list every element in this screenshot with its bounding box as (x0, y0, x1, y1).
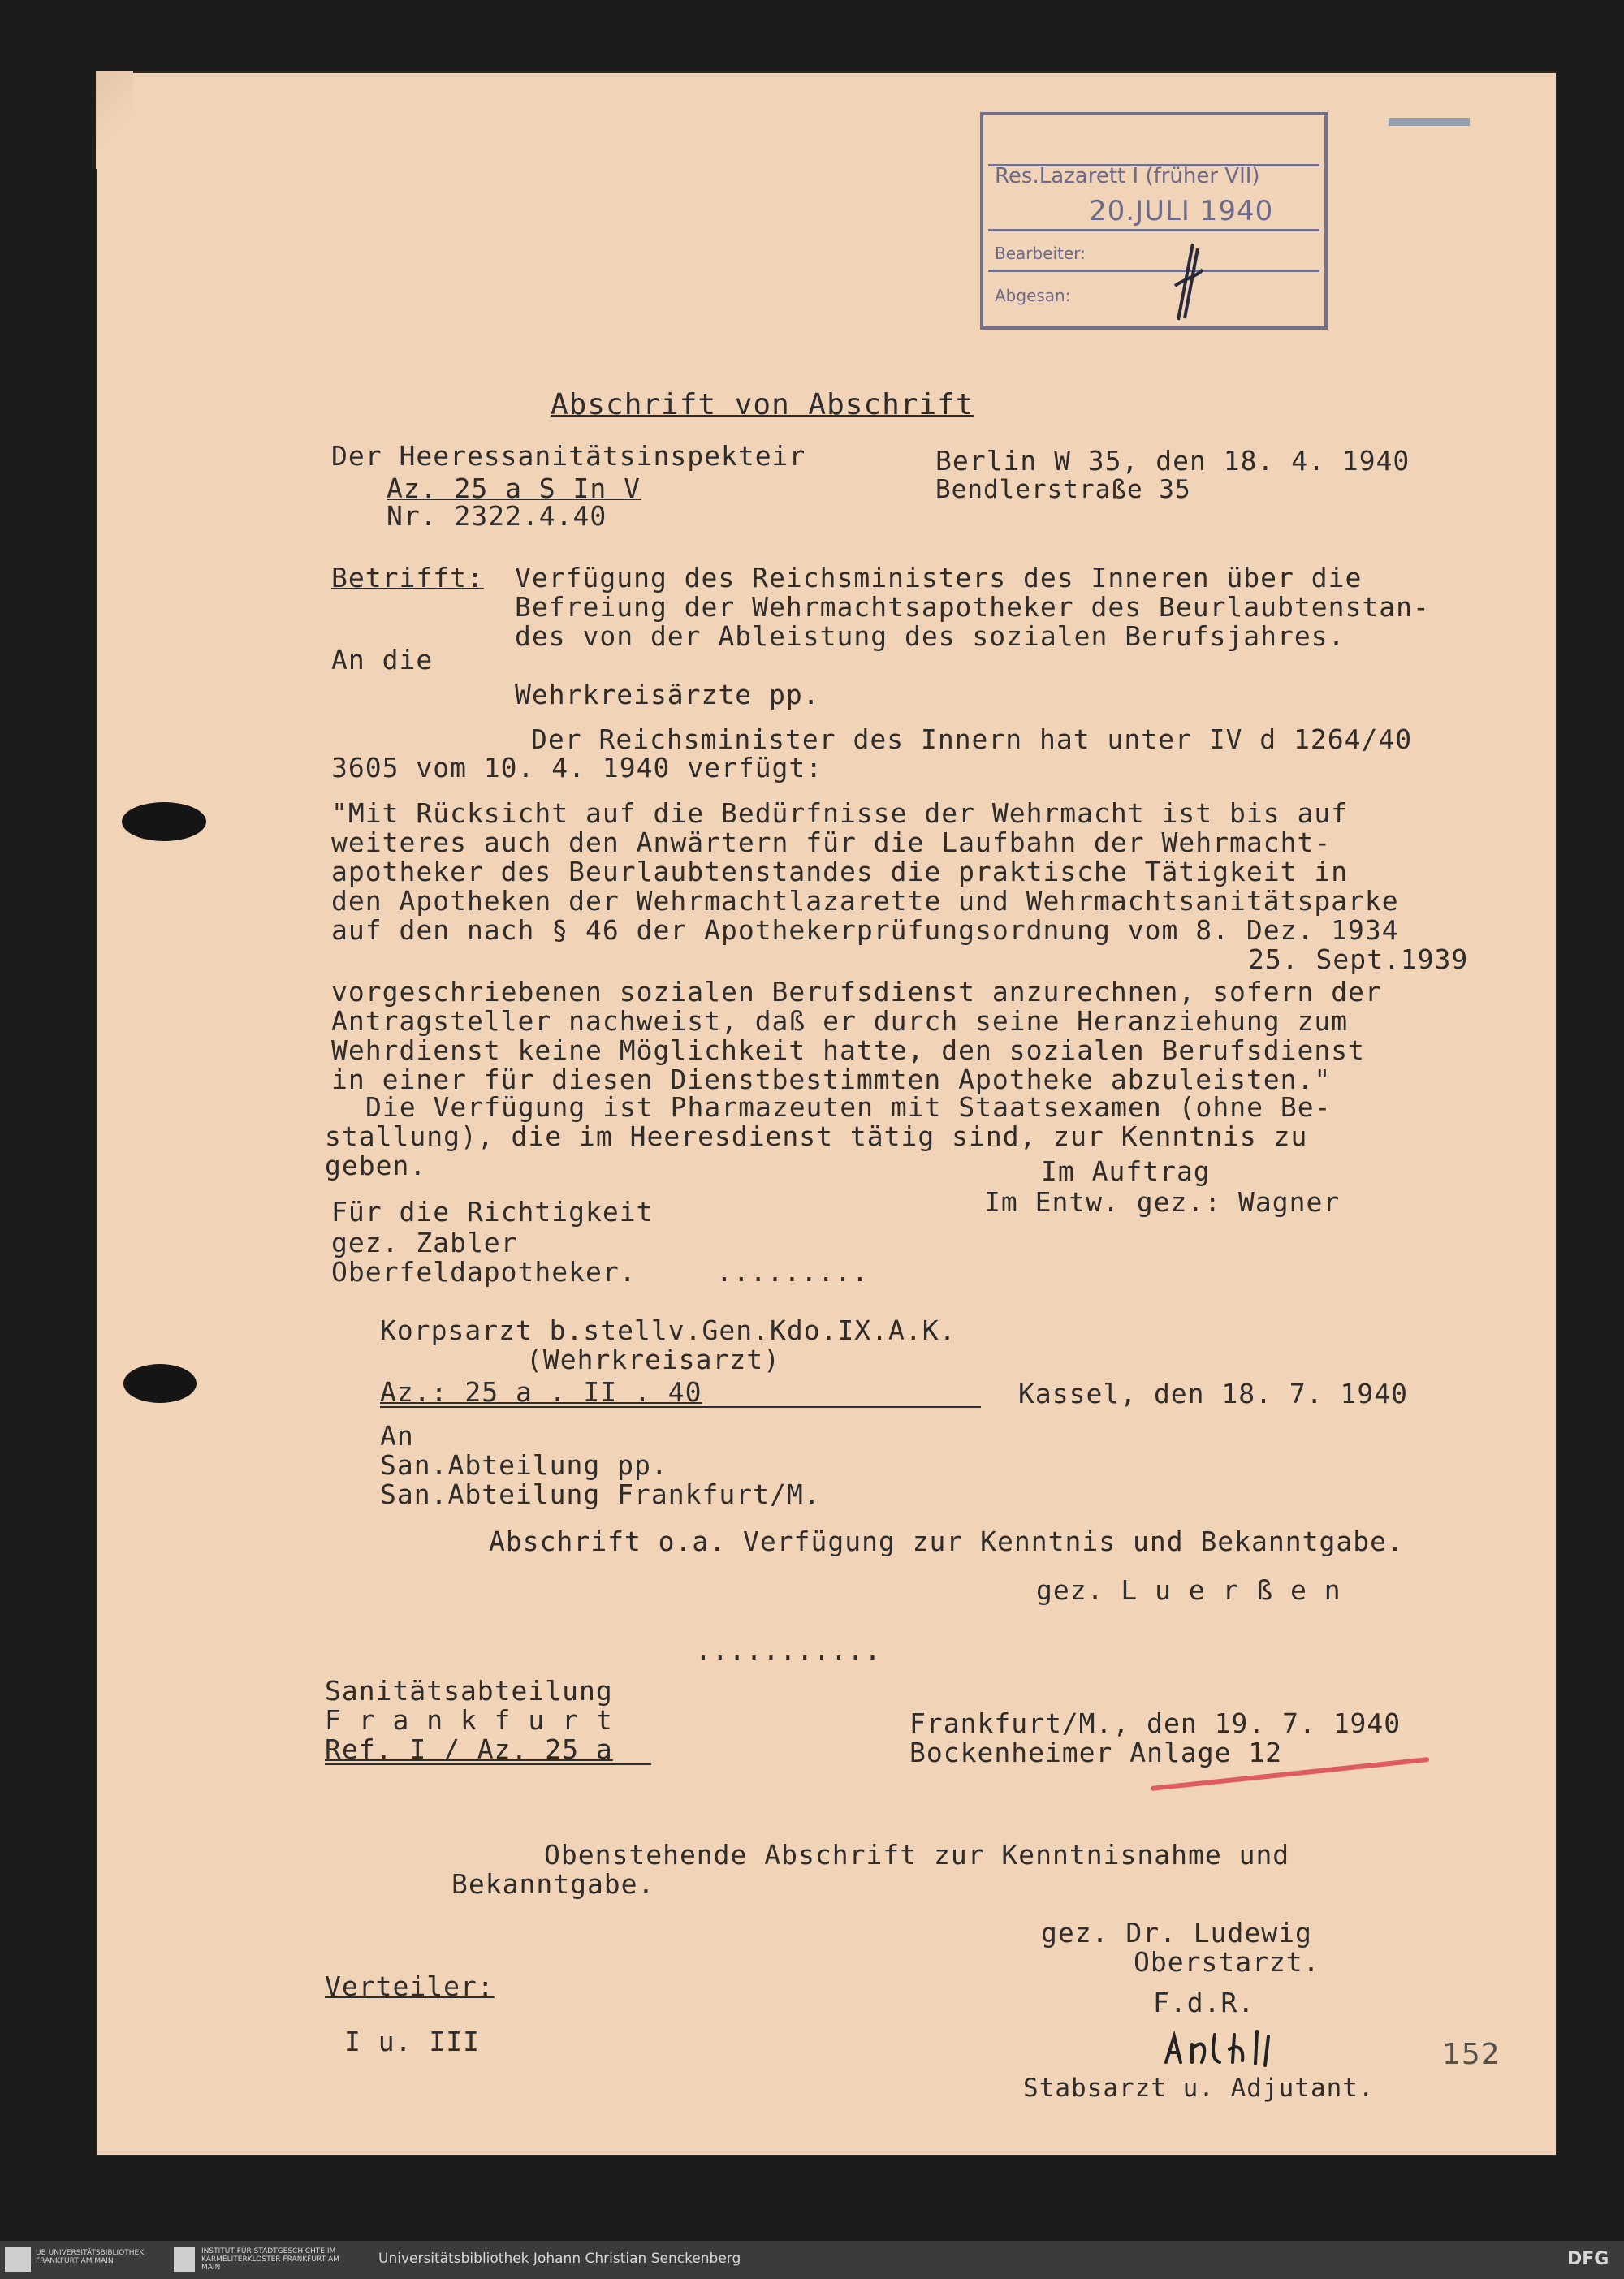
ifs-logo-text: INSTITUT FÜR STADTGESCHICHTE IM KARMELITERKLOSTER FRANKFURT AM MAIN (201, 2247, 339, 2272)
ub-logo-icon (5, 2247, 31, 2272)
korpsarzt-line: Korpsarzt b.stellv.Gen.Kdo.IX.A.K. (380, 1314, 957, 1346)
im-auftrag: Im Auftrag (1041, 1155, 1211, 1187)
frankfurt-signature: gez. Dr. Ludewig (1041, 1917, 1312, 1949)
quote-line-1: "Mit Rücksicht auf die Bedürfnisse der Wehrmacht ist bis auf (331, 797, 1349, 829)
punch-hole-top (122, 802, 206, 841)
separator-dots-1: ......... (716, 1256, 869, 1288)
quote-line-5: auf den nach § 46 der Apothekerprüfungsordnung vom 8. Dez. 1934 (331, 914, 1399, 946)
im-entwurf-signature: Im Entw. gez.: Wagner (984, 1186, 1341, 1218)
richtigkeit-line-1: Für die Richtigkeit (331, 1196, 654, 1228)
ub-logo-text: UB UNIVERSITÄTSBIBLIOTHEK FRANKFURT AM MAIN (36, 2249, 145, 2265)
frankfurt-unit-line-1: Sanitätsabteilung (325, 1675, 613, 1707)
frankfurt-text-1: Obenstehende Abschrift zur Kenntnisnahme und (544, 1839, 1290, 1871)
quote-line-9: in einer für diesen Dienstbestimmten Apotheke abzuleisten." (331, 1064, 1332, 1095)
footer-caption: Universitätsbibliothek Johann Christian Senckenberg (378, 2251, 741, 2267)
frankfurt-rank: Oberstarzt. (1134, 1946, 1320, 1978)
subject-line-1: Verfügung des Reichsministers des Inneren über die (515, 562, 1363, 593)
quote-line-3: apotheker des Beurlaubtenstandes die praktische Tätigkeit in (331, 856, 1349, 887)
kassel-text: Abschrift o.a. Verfügung zur Kenntnis und Bekanntgabe. (489, 1526, 1404, 1557)
ifs-logo-icon (174, 2247, 195, 2272)
kassel-to-line-2: San.Abteilung Frankfurt/M. (380, 1478, 821, 1510)
viewer-footer (0, 2241, 1624, 2279)
quote-line-6: vorgeschriebenen sozialen Berufsdienst anzurechnen, sofern der (331, 976, 1382, 1008)
frankfurt-unit-line-2: F r a n k f u r t (325, 1704, 613, 1736)
stamp-date: 20.JULI 1940 (1089, 195, 1274, 227)
stamp-label-editor: Bearbeiter: (995, 244, 1086, 263)
separator-dots-2: ........... (695, 1634, 882, 1666)
kassel-signature: gez. L u e r ß e n (1036, 1574, 1341, 1606)
stamp-initial-signature (1162, 237, 1211, 326)
subject-line-2: Befreiung der Wehrmachtsapotheker des Beurlaubtenstan- (515, 591, 1430, 623)
place-date-frankfurt: Frankfurt/M., den 19. 7. 1940 (909, 1707, 1402, 1739)
body-line-5: geben. (325, 1150, 427, 1181)
distribution-label: Verteiler: (325, 1970, 495, 2002)
punch-hole-bottom (123, 1364, 197, 1403)
body-line-1: Der Reichsminister des Innern hat unter IV d 1264/40 (531, 723, 1413, 755)
wehrkreisarzt-line: (Wehrkreisarzt) (526, 1344, 781, 1375)
body-line-4: stallung), die im Heeresdienst tätig sind, zur Kenntnis zu (325, 1120, 1308, 1152)
richtigkeit-line-2: gez. Zabler (331, 1227, 518, 1258)
document-heading: Abschrift von Abschrift (551, 388, 974, 421)
quote-line-8: Wehrdienst keine Möglichkeit hatte, den sozialen Berufsdienst (331, 1034, 1365, 1066)
kassel-reference: Az.: 25 a . II . 40 (380, 1376, 702, 1408)
kassel-to-label: An (380, 1420, 414, 1452)
street-berlin: Bendlerstraße 35 (935, 475, 1191, 504)
paper-clip-mark (1389, 118, 1470, 126)
place-date-kassel: Kassel, den 18. 7. 1940 (1018, 1378, 1408, 1409)
distribution-list: I u. III (344, 2026, 480, 2057)
folio-number: 152 (1442, 2038, 1501, 2071)
sender-line-1: Der Heeressanitätsinspekteir (331, 440, 806, 472)
quote-date-correction: 25. Sept.1939 (1248, 943, 1469, 975)
kassel-to-line-1: San.Abteilung pp. (380, 1449, 668, 1481)
fdr-label: F.d.R. (1153, 1987, 1255, 2018)
quote-line-2: weiteres auch den Anwärtern für die Laufbahn der Wehrmacht- (331, 827, 1332, 858)
richtigkeit-line-3: Oberfeldapotheker. (331, 1256, 637, 1288)
stamp-office: Res.Lazarett I (früher VII) (995, 164, 1260, 188)
stamp-label-sent: Abgesan: (995, 286, 1071, 305)
frankfurt-text-2: Bekanntgabe. (451, 1868, 655, 1900)
to-label: An die (331, 644, 434, 675)
dfg-logo: DFG (1567, 2249, 1609, 2269)
subject-label: Betrifft: (331, 562, 484, 593)
sender-reference: Az. 25 a S In V (387, 473, 641, 504)
sender-number: Nr. 2322.4.40 (387, 500, 607, 532)
frankfurt-reference: Ref. I / Az. 25 a (325, 1733, 613, 1765)
kassel-reference-underline (380, 1406, 981, 1408)
street-frankfurt: Bockenheimer Anlage 12 (909, 1737, 1283, 1768)
subject-line-3: des von der Ableistung des sozialen Berufsjahres. (515, 620, 1345, 652)
recipients: Wehrkreisärzte pp. (515, 679, 820, 710)
receipt-stamp (980, 112, 1328, 330)
place-date-berlin: Berlin W 35, den 18. 4. 1940 (935, 445, 1410, 477)
body-line-2: 3605 vom 10. 4. 1940 verfügt: (331, 752, 823, 783)
body-line-3: Die Verfügung ist Pharmazeuten mit Staatsexamen (ohne Be- (365, 1091, 1332, 1123)
frankfurt-reference-underline (325, 1763, 651, 1765)
quote-line-7: Antragsteller nachweist, daß er durch seine Heranziehung zum (331, 1005, 1349, 1037)
quote-line-4: den Apotheken der Wehrmachtlazarette und Wehrmachtsanitätsparke (331, 885, 1399, 917)
adjutant-handwritten-signature (1160, 2020, 1338, 2077)
adjutant-title: Stabsarzt u. Adjutant. (1023, 2074, 1375, 2103)
